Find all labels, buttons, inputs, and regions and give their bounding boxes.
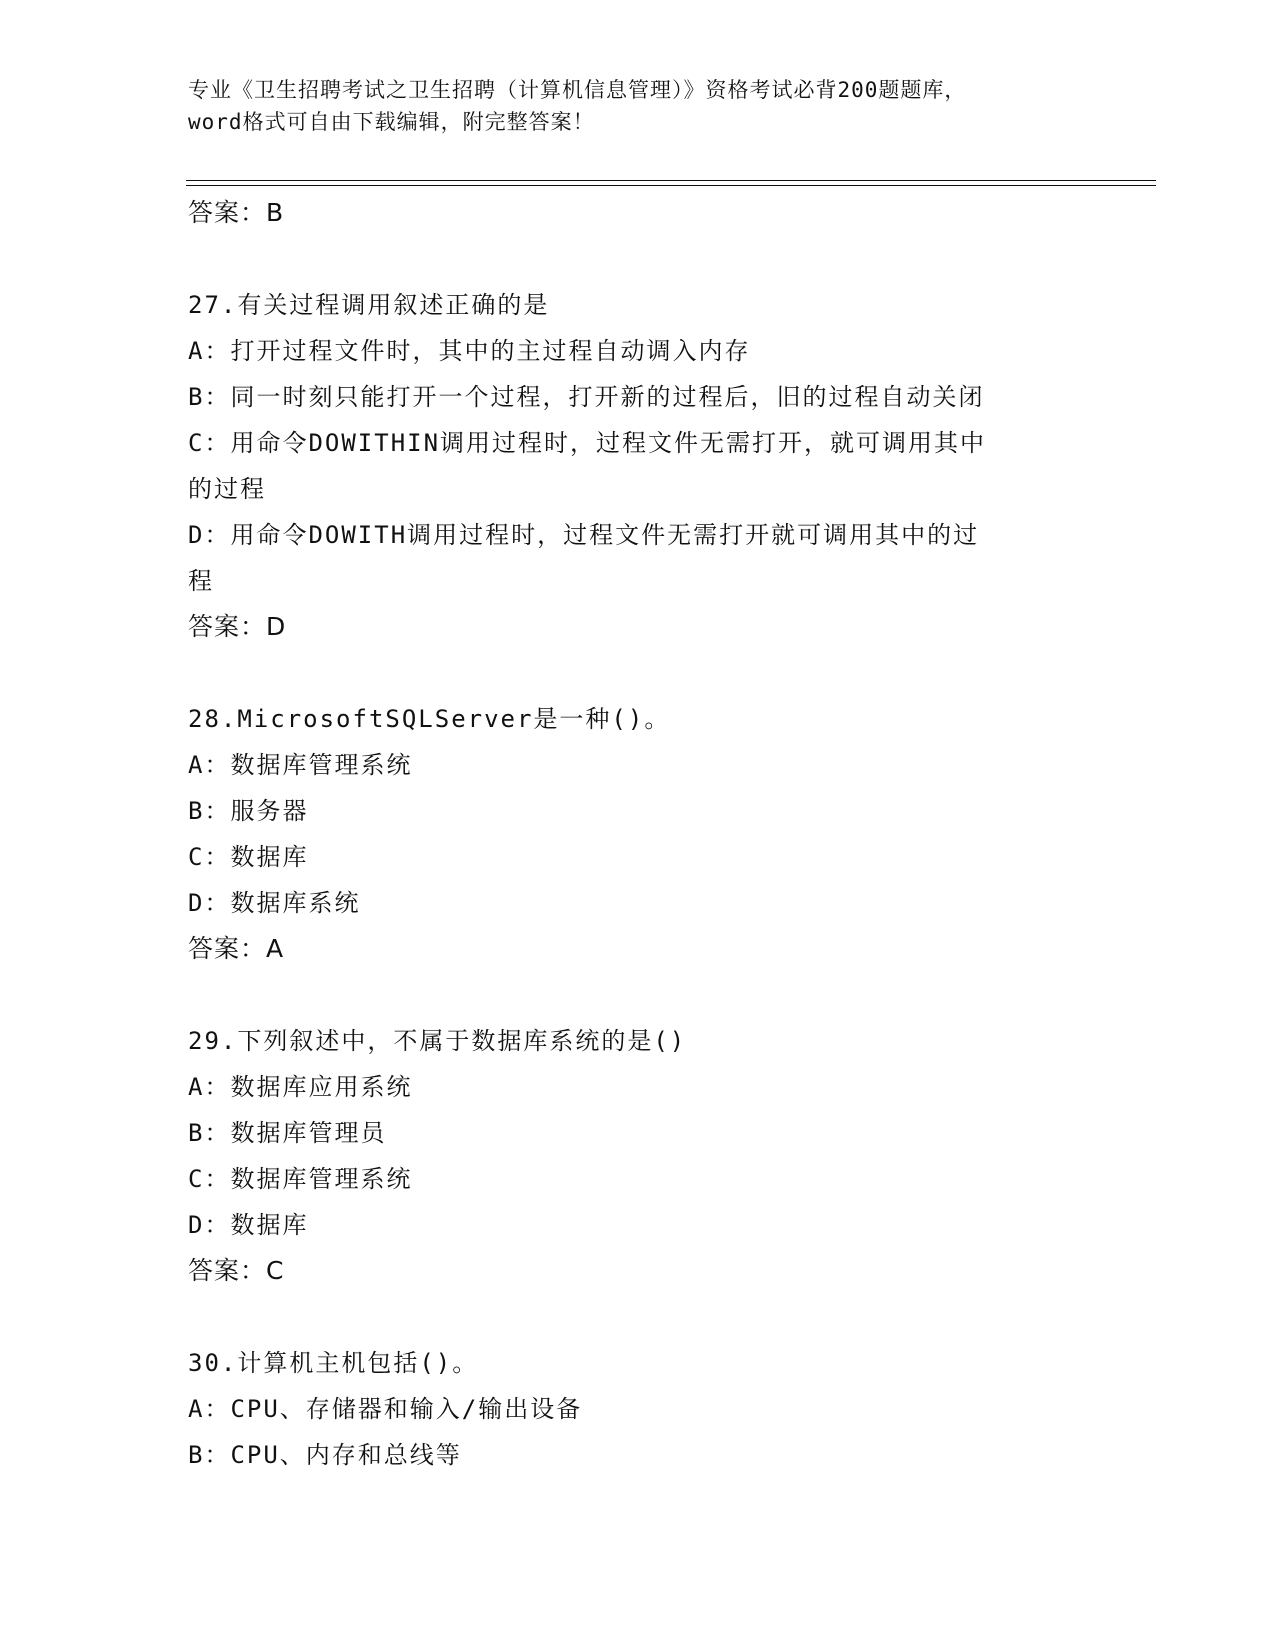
answer-line: 答案：B	[188, 198, 285, 227]
question-block	[188, 1340, 1088, 1478]
spacer	[188, 972, 1088, 1018]
question-block	[188, 696, 1088, 972]
spacer	[188, 236, 1088, 282]
question-list	[188, 190, 1088, 1478]
option-a: A：CPU、存储器和输入/输出设备	[188, 1395, 583, 1423]
spacer	[188, 650, 1088, 696]
question-title: 28.MicrosoftSQLServer是一种()。	[188, 705, 671, 733]
option-a: A：数据库管理系统	[188, 751, 413, 779]
answer-line: 答案：A	[188, 934, 285, 963]
option-d: D：数据库系统	[188, 889, 361, 917]
option-b: B：服务器	[188, 797, 309, 825]
option-d: D：用命令DOWITH调用过程时，过程文件无需打开就可调用其中的过	[188, 521, 980, 549]
question-block	[188, 282, 1088, 650]
option-c: C：数据库	[188, 843, 309, 871]
header-rule-bottom	[186, 185, 1156, 186]
question-title: 27.有关过程调用叙述正确的是	[188, 291, 550, 319]
answer-line: 答案：C	[188, 1256, 285, 1285]
option-b: B：CPU、内存和总线等	[188, 1441, 462, 1469]
question-block	[188, 1018, 1088, 1294]
document-header	[188, 74, 1088, 138]
question-title: 29.下列叙述中，不属于数据库系统的是()	[188, 1027, 687, 1055]
option-b: B：同一时刻只能打开一个过程，打开新的过程后，旧的过程自动关闭	[188, 383, 985, 411]
option-a: A：打开过程文件时，其中的主过程自动调入内存	[188, 337, 751, 365]
header-rule-top	[186, 180, 1156, 181]
spacer	[188, 1294, 1088, 1340]
option-c-continued: 的过程	[188, 475, 266, 503]
question-title: 30.计算机主机包括()。	[188, 1349, 479, 1377]
header-line-2: word格式可自由下载编辑，附完整答案！	[188, 110, 595, 134]
header-line-1: 专业《卫生招聘考试之卫生招聘（计算机信息管理）》资格考试必背200题题库，	[188, 78, 967, 102]
answer-line: 答案：D	[188, 612, 287, 641]
option-c: C：用命令DOWITHIN调用过程时，过程文件无需打开，就可调用其中	[188, 429, 987, 457]
option-b: B：数据库管理员	[188, 1119, 387, 1147]
option-d: D：数据库	[188, 1211, 309, 1239]
option-d-continued: 程	[188, 567, 214, 595]
option-c: C：数据库管理系统	[188, 1165, 413, 1193]
option-a: A：数据库应用系统	[188, 1073, 413, 1101]
